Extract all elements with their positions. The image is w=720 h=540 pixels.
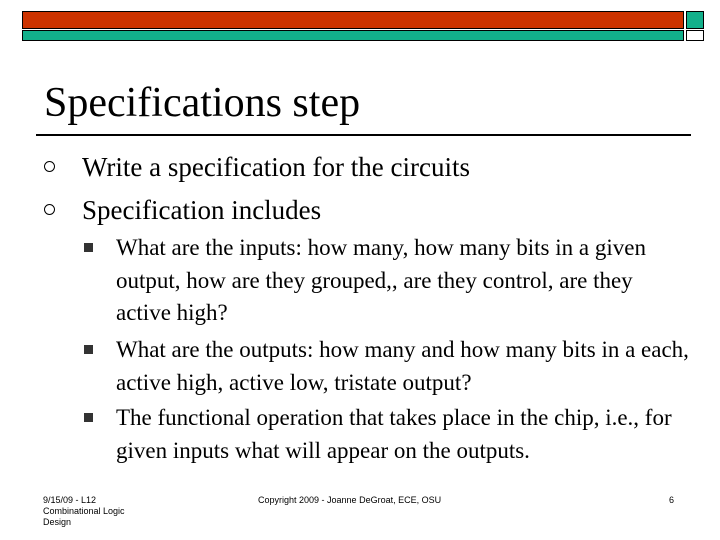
sub-bullet-text: What are the inputs: how many, how many bits in a given output, how are they grouped,, are they control, are they active high?: [116, 235, 646, 325]
title-underline: [36, 134, 691, 136]
corner-box-bottom: [686, 30, 704, 41]
hollow-circle-bullet-icon: [44, 161, 55, 172]
hollow-circle-bullet-icon: [44, 204, 55, 215]
square-bullet-icon: [84, 345, 93, 354]
bullet-text: Write a specification for the circuits: [82, 152, 470, 182]
sub-bullet-text: What are the outputs: how many and how many bits in a each, active high, active low, tristate output?: [116, 337, 689, 395]
header-bars: [22, 11, 684, 41]
sub-bullet-text: The functional operation that takes place in the chip, i.e., for given inputs what will appear on the outputs.: [116, 405, 672, 463]
square-bullet-icon: [84, 243, 93, 252]
header-bar-top: [22, 11, 684, 29]
corner-box-top: [686, 11, 704, 29]
header-bar-bottom: [22, 30, 684, 41]
footer-copyright: Copyright 2009 - Joanne DeGroat, ECE, OSU: [258, 495, 442, 505]
footer-page-number: 6: [669, 495, 675, 505]
footer-date-course: 9/15/09 - L12 Combinational Logic Design: [43, 495, 125, 527]
square-bullet-icon: [84, 413, 93, 422]
slide-title: Specifications step: [44, 80, 361, 126]
bullet-text: Specification includes: [82, 195, 322, 225]
